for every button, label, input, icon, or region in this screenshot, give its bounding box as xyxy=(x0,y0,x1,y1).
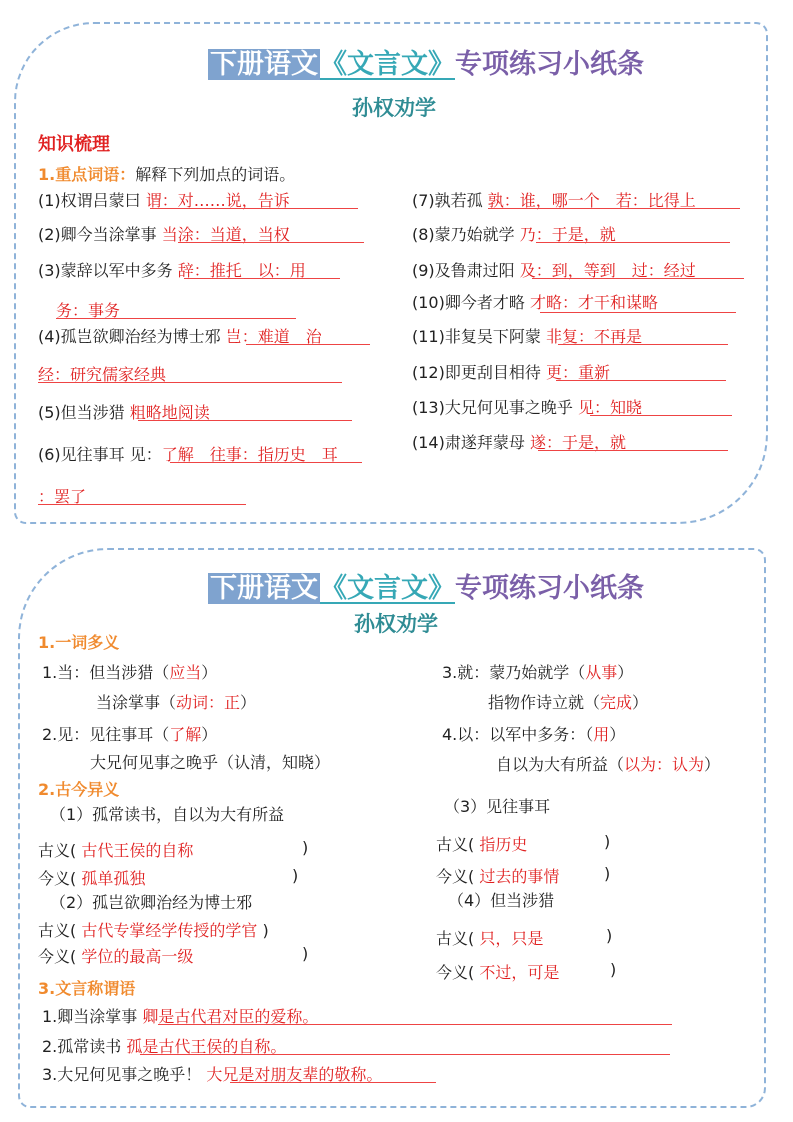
paren: ) xyxy=(302,944,309,963)
answer-underline xyxy=(558,344,728,345)
item-11: (11)非复吴下阿蒙 非复：不再是 xyxy=(412,327,642,346)
item-1: (1)权谓吕蒙曰 谓：对……说，告诉 xyxy=(38,191,290,210)
paren: ) xyxy=(292,866,299,885)
polysemy-dang-1: 1.当：但当涉猎（应当） xyxy=(42,663,218,682)
answer-underline xyxy=(56,318,296,319)
chengwei-3: 3.大兄何见事之晚乎！ 大兄是对朋友辈的敬称。 xyxy=(42,1065,383,1084)
answer-underline xyxy=(158,1024,672,1025)
answer-underline xyxy=(38,382,342,383)
item-9: (9)及鲁肃过阳 及：到，等到 过：经过 xyxy=(412,261,696,280)
answer-underline xyxy=(178,242,364,243)
gujin-s4: （4）但当涉猎 xyxy=(448,891,555,910)
item-6-cont: ：罢了 xyxy=(38,487,87,506)
item-6: (6)见往事耳 见：了解 往事：指历史 耳 xyxy=(38,445,338,464)
item-5: (5)但当涉猎 粗略地阅读 xyxy=(38,403,210,422)
card1-subtitle: 孙权劝学 xyxy=(352,96,436,120)
paren: ) xyxy=(610,960,617,979)
answer-underline xyxy=(488,208,740,209)
gujin-s3: （3）见往事耳 xyxy=(444,797,551,816)
paren: ) xyxy=(604,832,611,851)
polysemy-yi-1: 4.以：以军中多务：（用） xyxy=(442,725,626,744)
polysemy-jiu-2: 指物作诗立就（完成） xyxy=(488,693,649,712)
gujin-s2-jin: 今义( 学位的最高一级 xyxy=(38,947,194,966)
item-14: (14)肃遂拜蒙母 遂：于是，就 xyxy=(412,433,626,452)
gujin-s3-jin: 今义( 过去的事情 xyxy=(436,867,560,886)
card2-subtitle: 孙权劝学 xyxy=(354,612,438,636)
item-12: (12)即更刮目相待 更：重新 xyxy=(412,363,610,382)
item-2: (2)卿今当涂掌事 当涂：当道，当权 xyxy=(38,225,290,244)
polysemy-jiu-1: 3.就：蒙乃始就学（从事） xyxy=(442,663,634,682)
polysemy-jian-1: 2.见：见往事耳（了解） xyxy=(42,725,218,744)
item-7: (7)孰若孤 孰：谁，哪一个 若：比得上 xyxy=(412,191,696,210)
polysemy-yi-2: 自以为大有所益（以为：认为） xyxy=(496,755,721,774)
item-8: (8)蒙乃始就学 乃：于是，就 xyxy=(412,225,616,244)
item-3-cont: 务：事务 xyxy=(56,301,121,320)
gujin-s1-jin: 今义( 孤单孤独 xyxy=(38,869,146,888)
item-10: (10)卿今者才略 才略：才干和谋略 xyxy=(412,293,658,312)
item-3: (3)蒙辞以军中多务 辞：推托 以：用 xyxy=(38,261,306,280)
gujin-s2-gu: 古义( 古代专掌经学传授的学官 ) xyxy=(38,921,269,940)
answer-underline xyxy=(590,415,732,416)
answer-underline xyxy=(170,462,362,463)
answer-underline xyxy=(536,242,730,243)
answer-underline xyxy=(532,278,744,279)
answer-underline xyxy=(230,1082,436,1083)
gujin-s4-jin: 今义( 不过，可是 xyxy=(436,963,560,982)
gujin-s1: （1）孤常读书，自以为大有所益 xyxy=(50,805,285,824)
item-13: (13)大兄何见事之晚乎 见：知晓 xyxy=(412,398,642,417)
paren: ) xyxy=(606,926,613,945)
answer-underline xyxy=(540,312,736,313)
item-4: (4)孤岂欲卿治经为博士邪 岂：难道 治 xyxy=(38,327,322,346)
gujin-s3-gu: 古义( 指历史 xyxy=(436,835,528,854)
answer-underline xyxy=(138,420,352,421)
section-ancient-modern: 2.古今异义 xyxy=(38,780,120,799)
gujin-s2: （2）孤岂欲卿治经为博士邪 xyxy=(50,893,253,912)
answer-underline xyxy=(140,1054,670,1055)
section-polysemy: 1.一词多义 xyxy=(38,633,120,652)
paren: ) xyxy=(302,838,309,857)
gujin-s1-gu: 古义( 古代王侯的自称 xyxy=(38,841,194,860)
answer-underline xyxy=(246,344,370,345)
polysemy-jian-2: 大兄何见事之晚乎（认清，知晓） xyxy=(90,753,331,772)
chengwei-2: 2.孤常读书 孤是古代王侯的自称。 xyxy=(42,1037,287,1056)
card1-title: 下册语文《文言文》专项练习小纸条 xyxy=(210,49,644,80)
answer-underline xyxy=(150,208,358,209)
item-4-cont: 经：研究儒家经典 xyxy=(38,365,167,384)
answer-underline xyxy=(538,450,728,451)
answer-underline xyxy=(556,380,726,381)
section-titles: 3.文言称谓语 xyxy=(38,979,136,998)
section-knowledge: 知识梳理 xyxy=(38,134,110,155)
paren: ) xyxy=(604,864,611,883)
answer-underline xyxy=(38,504,246,505)
chengwei-1: 1.卿当涂掌事 卿是古代君对臣的爱称。 xyxy=(42,1007,319,1026)
subsection-key-words: 1.重点词语：解释下列加点的词语。 xyxy=(38,165,296,184)
answer-underline xyxy=(184,278,340,279)
gujin-s4-gu: 古义( 只，只是 xyxy=(436,929,544,948)
polysemy-dang-2: 当涂掌事（动词：正） xyxy=(96,693,257,712)
card2-title: 下册语文《文言文》专项练习小纸条 xyxy=(210,573,644,604)
